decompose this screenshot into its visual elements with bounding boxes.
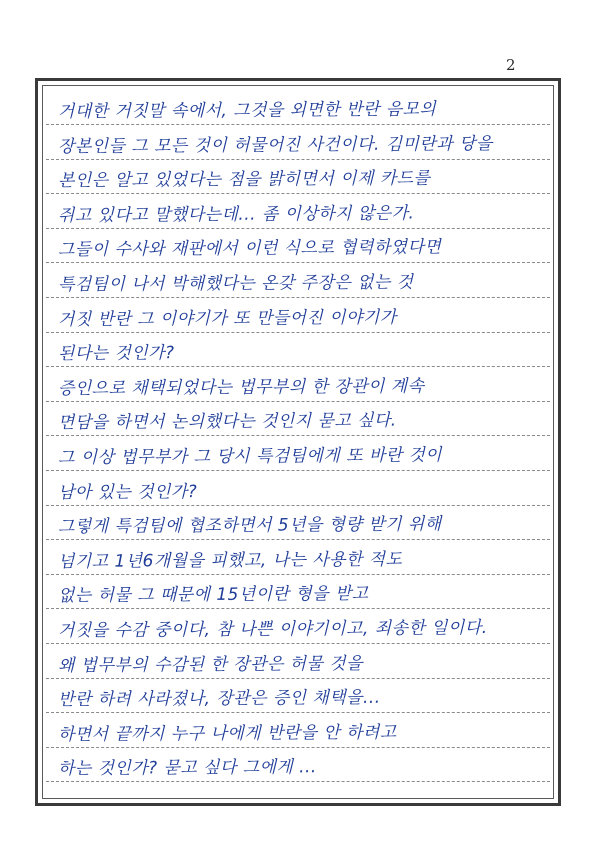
ruled-line: [46, 435, 550, 436]
letter-line-16: 거짓을 수감 중이다, 참 나쁜 이야기이고, 죄송한 일이다.: [57, 618, 488, 641]
ruled-line: [46, 574, 550, 575]
ruled-line: [46, 366, 550, 367]
ruled-line: [46, 747, 550, 748]
letter-line-19: 하면서 끝까지 누구 나에게 반란을 안 하려고: [57, 722, 397, 745]
ruled-line: [46, 608, 550, 609]
ruled-line: [46, 124, 550, 125]
letter-line-3: 본인은 알고 있었다는 점을 밝히면서 이제 카드를: [57, 168, 431, 192]
page-number: 2: [506, 56, 516, 74]
letter-line-8: 된다는 것인가?: [57, 343, 175, 365]
letter-line-10: 면담을 하면서 논의했다는 것인지 묻고 싶다.: [57, 411, 397, 434]
letter-line-18: 반란 하려 사라졌나, 장관은 증인 채택을...: [57, 687, 381, 711]
ruled-line: [46, 297, 550, 298]
letter-line-12: 남아 있는 것인가?: [57, 481, 198, 503]
letter-line-2: 장본인들 그 모든 것이 허물어진 사건이다. 김미란과 당을: [57, 133, 493, 157]
ruled-line: [46, 159, 550, 160]
letter-line-13: 그렇게 특검팀에 협조하면서 5년을 형량 받기 위해: [57, 514, 442, 538]
letter-line-20: 하는 것인가? 묻고 싶다 그에게 ...: [57, 757, 317, 780]
ruled-line: [46, 643, 550, 644]
ruled-line: [46, 678, 550, 679]
letter-line-4: 쥐고 있다고 말했다는데... 좀 이상하지 않은가.: [57, 203, 415, 226]
letter-line-9: 증인으로 채택되었다는 법무부의 한 장관이 계속: [57, 376, 425, 399]
ruled-line: [46, 401, 550, 402]
ruled-line: [46, 470, 550, 471]
letter-line-17: 왜 법무부의 수감된 한 장관은 허물 것을: [57, 653, 364, 676]
letter-line-6: 특검팀이 나서 박해했다는 온갖 주장은 없는 것: [57, 272, 414, 295]
ruled-line: [46, 228, 550, 229]
letter-line-14: 넘기고 1년6개월을 피했고, 나는 사용한 적도: [57, 549, 403, 572]
ruled-line: [46, 332, 550, 333]
ruled-line: [46, 262, 550, 263]
letter-line-15: 없는 허물 그 때문에 15년이란 형을 받고: [57, 584, 369, 607]
ruled-line: [46, 781, 550, 782]
letter-line-7: 거짓 반란 그 이야기가 또 만들어진 이야기가: [57, 307, 397, 330]
ruled-line: [46, 505, 550, 506]
letter-line-11: 그 이상 법무부가 그 당시 특검팀에게 또 바란 것이: [57, 445, 443, 468]
ruled-line: [46, 193, 550, 194]
letter-line-5: 그들이 수사와 재판에서 이런 식으로 협력하였다면: [57, 237, 442, 261]
ruled-line: [46, 712, 550, 713]
ruled-line: [46, 539, 550, 540]
letter-line-1: 거대한 거짓말 속에서, 그것을 외면한 반란 음모의: [57, 99, 437, 122]
